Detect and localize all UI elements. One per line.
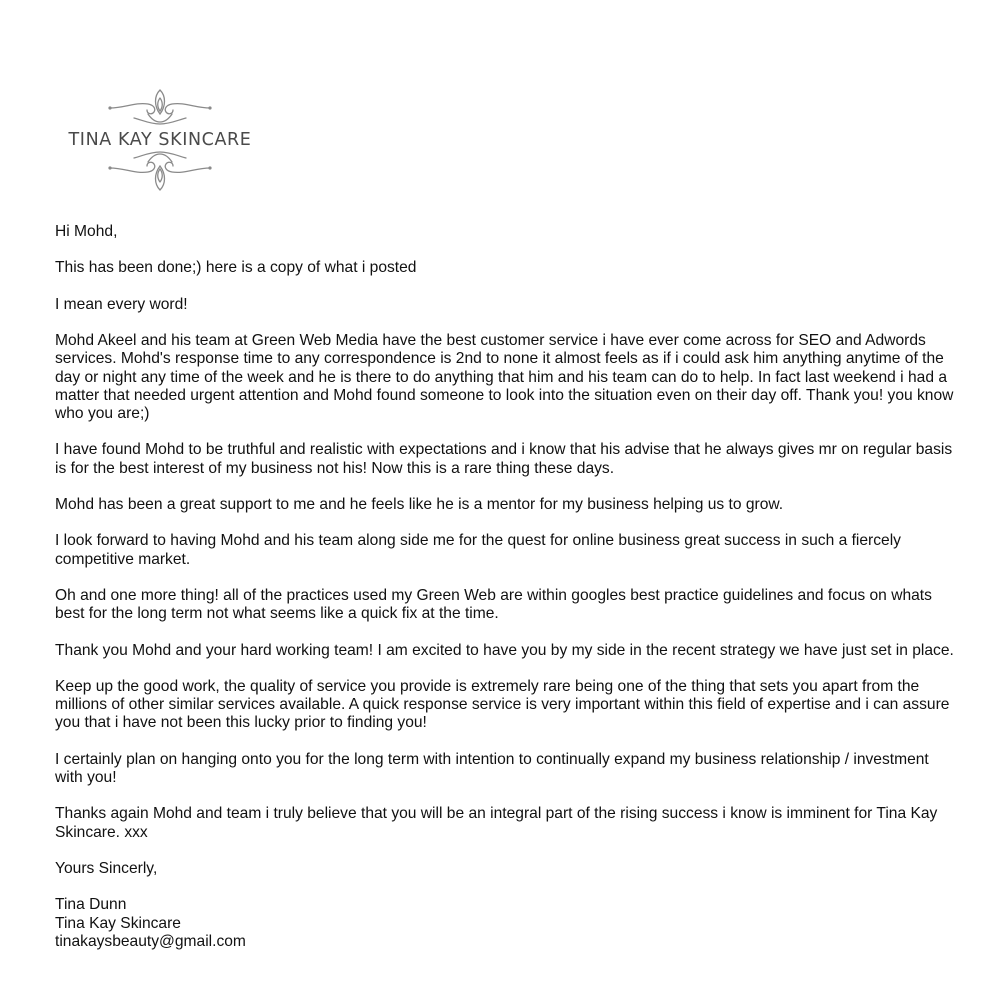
- letter-paragraph: This has been done;) here is a copy of what i posted: [55, 259, 417, 277]
- letter-paragraph: Thanks again Mohd and team i truly believe that you will be an integral part of the rising success i know is imminent for Tina Kay Skincare. xxx: [55, 805, 938, 841]
- letter-paragraph: Keep up the good work, the quality of service you provide is extremely rare being one of the thing that sets you apart from the millions of other similar services available. A quick response service is very important within this field of expertise and i can assure you that i have not been this lucky prior to finding you!: [55, 677, 950, 732]
- company-logo: [50, 86, 270, 196]
- letter-closing: Yours Sincerly,: [55, 859, 158, 877]
- signature-name: Tina Dunn: [55, 896, 127, 914]
- signature-company: Tina Kay Skincare: [55, 914, 181, 932]
- letter-paragraph: Thank you Mohd and your hard working team! I am excited to have you by my side in the recent strategy we have just set in place.: [55, 641, 954, 659]
- letter-body: [55, 223, 960, 951]
- letter-paragraph: I certainly plan on hanging onto you for the long term with intention to continually expand my business relationship / investment with you!: [55, 750, 929, 786]
- logo-text: TINA KAY SKINCARE: [68, 130, 252, 150]
- letter-paragraph: Oh and one more thing! all of the practices used my Green Web are within googles best practice guidelines and focus on whats best for the long term not what seems like a quick fix at the time.: [55, 586, 932, 623]
- letter-paragraph: I mean every word!: [55, 295, 188, 313]
- letter-signature: [55, 896, 960, 951]
- letter-paragraph: Mohd Akeel and his team at Green Web Media have the best customer service i have ever come across for SEO and Adwords services. Mohd's response time to any correspondence is 2nd to none it almost feels as if i could ask him anything anytime of the day or night any time of the week and he is there to do anything that him and his team can do to help. In fact last weekend i had a matter that needed urgent attention and Mohd found someone to look into the situation even on their day off. Thank you! you know who you are;): [55, 332, 954, 422]
- letter-paragraph: Mohd has been a great support to me and he feels like he is a mentor for my business helping us to grow.: [55, 495, 784, 513]
- letter-greeting: Hi Mohd,: [55, 223, 118, 240]
- signature-email: tinakaysbeauty@gmail.com: [55, 932, 246, 950]
- letter-paragraph: I look forward to having Mohd and his team along side me for the quest for online business great success in such a fiercely competitive market.: [55, 532, 901, 568]
- letter-paragraph: I have found Mohd to be truthful and realistic with expectations and i know that his advise that he always gives mr on regular basis is for the best interest of my business not his! Now this is a rare thing these days.: [55, 441, 953, 477]
